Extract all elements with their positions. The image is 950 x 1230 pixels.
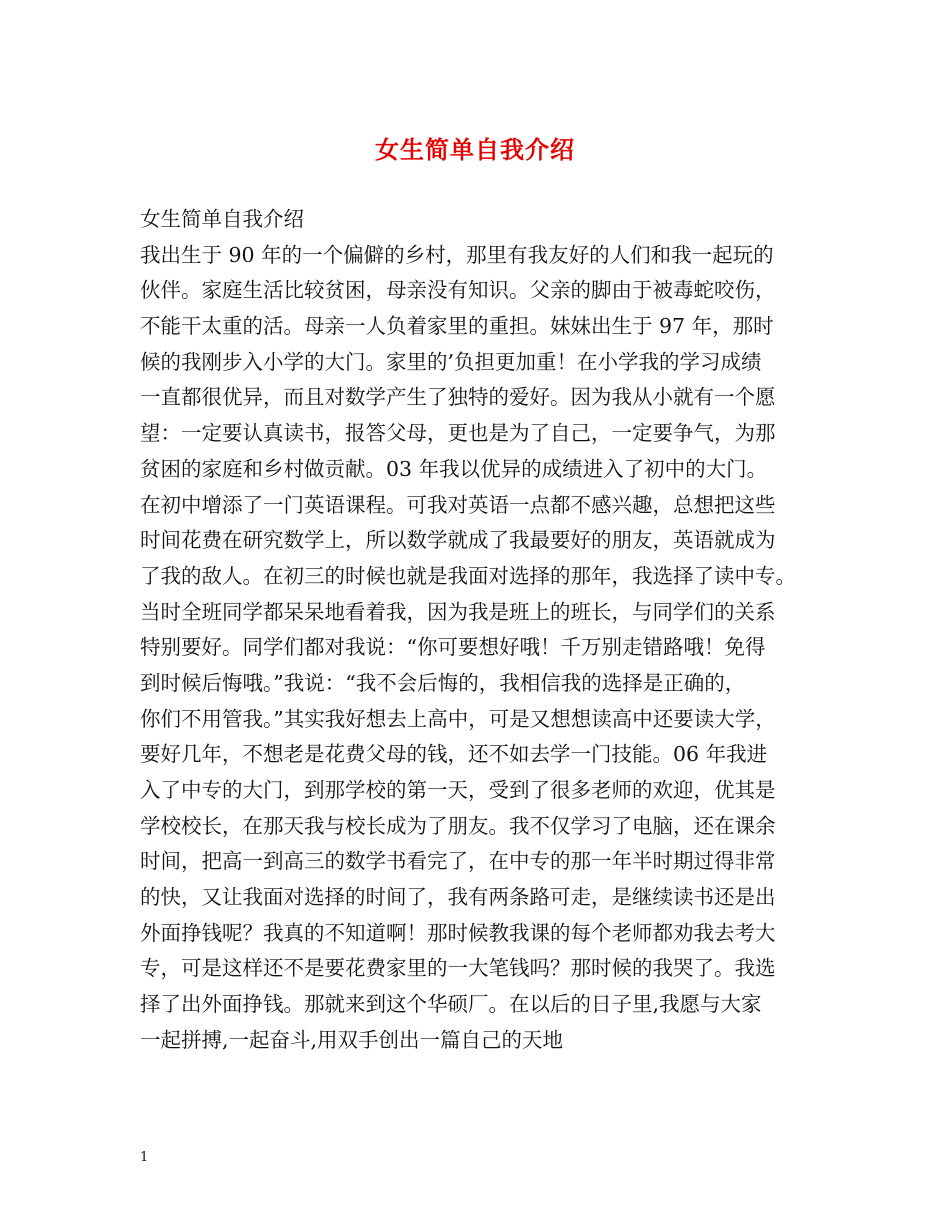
document-title: 女生简单自我介绍 [375,135,575,164]
body-line: 不能干太重的活。母亲一人负着家里的重担。妹妹出生于 97 年，那时 [140,314,774,339]
body-line: 特别要好。同学们都对我说：“你可要想好哦！千万别走错路哦！免得 [140,635,766,660]
body-line: 择了出外面挣钱。那就来到这个华硕厂。在以后的日子里,我愿与大家 [140,992,762,1017]
body-line: 要好几年，不想老是花费父母的钱，还不如去学一门技能。06 年我进 [140,742,768,767]
body-line: 入了中专的大门，到那学校的第一天，受到了很多老师的欢迎，优其是 [140,778,776,802]
body-line: 你们不用管我。”其实我好想去上高中，可是又想想读高中还要读大学， [140,706,776,731]
body-line: 女生简单自我介绍 [140,207,304,231]
body-line: 时间，把高一到高三的数学书看完了，在中专的那一年半时期过得非常 [140,849,776,874]
page-number: 1 [140,1150,149,1165]
body-line: 贫困的家庭和乡村做贡献。03 年我以优异的成绩进入了初中的大门。 [140,456,768,481]
body-line: 伙伴。家庭生活比较贫困，母亲没有知识。父亲的脚由于被毒蛇咬伤， [140,278,776,303]
body-line: 一直都很优异，而且对数学产生了独特的爱好。因为我从小就有一个愿 [140,385,776,410]
body-line: 了我的敌人。在初三的时候也就是我面对选择的那年，我选择了读中专。 [140,563,796,588]
body-line: 外面挣钱呢？我真的不知道啊！那时候教我课的每个老师都劝我去考大 [140,920,776,945]
body-line: 到时候后悔哦。”我说：“我不会后悔的，我相信我的选择是正确的， [140,670,746,695]
body-line: 时间花费在研究数学上，所以数学就成了我最要好的朋友，英语就成为 [140,528,776,553]
body-line: 望：一定要认真读书，报答父母，更也是为了自己，一定要争气，为那 [140,421,776,446]
body-line: 学校校长，在那天我与校长成为了朋友。我不仅学习了电脑，还在课余 [140,813,776,838]
body-line: 当时全班同学都呆呆地看着我，因为我是班上的班长，与同学们的关系 [140,599,776,624]
body-line: 我出生于 90 年的一个偏僻的乡村，那里有我友好的人们和我一起玩的 [140,242,774,267]
body-line: 专，可是这样还不是要花费家里的一大笔钱吗？那时候的我哭了。我选 [140,956,776,981]
document-body [140,202,830,1059]
body-line: 的快，又让我面对选择的时间了，我有两条路可走，是继续读书还是出 [140,885,776,910]
body-line: 在初中增添了一门英语课程。可我对英语一点都不感兴趣，总想把这些 [140,492,776,517]
body-line: 候的我刚步入小学的大门。家里的’负担更加重！在小学我的学习成绩 [140,349,762,374]
body-line: 一起拼搏,一起奋斗,用双手创出一篇自己的天地 [140,1027,564,1052]
